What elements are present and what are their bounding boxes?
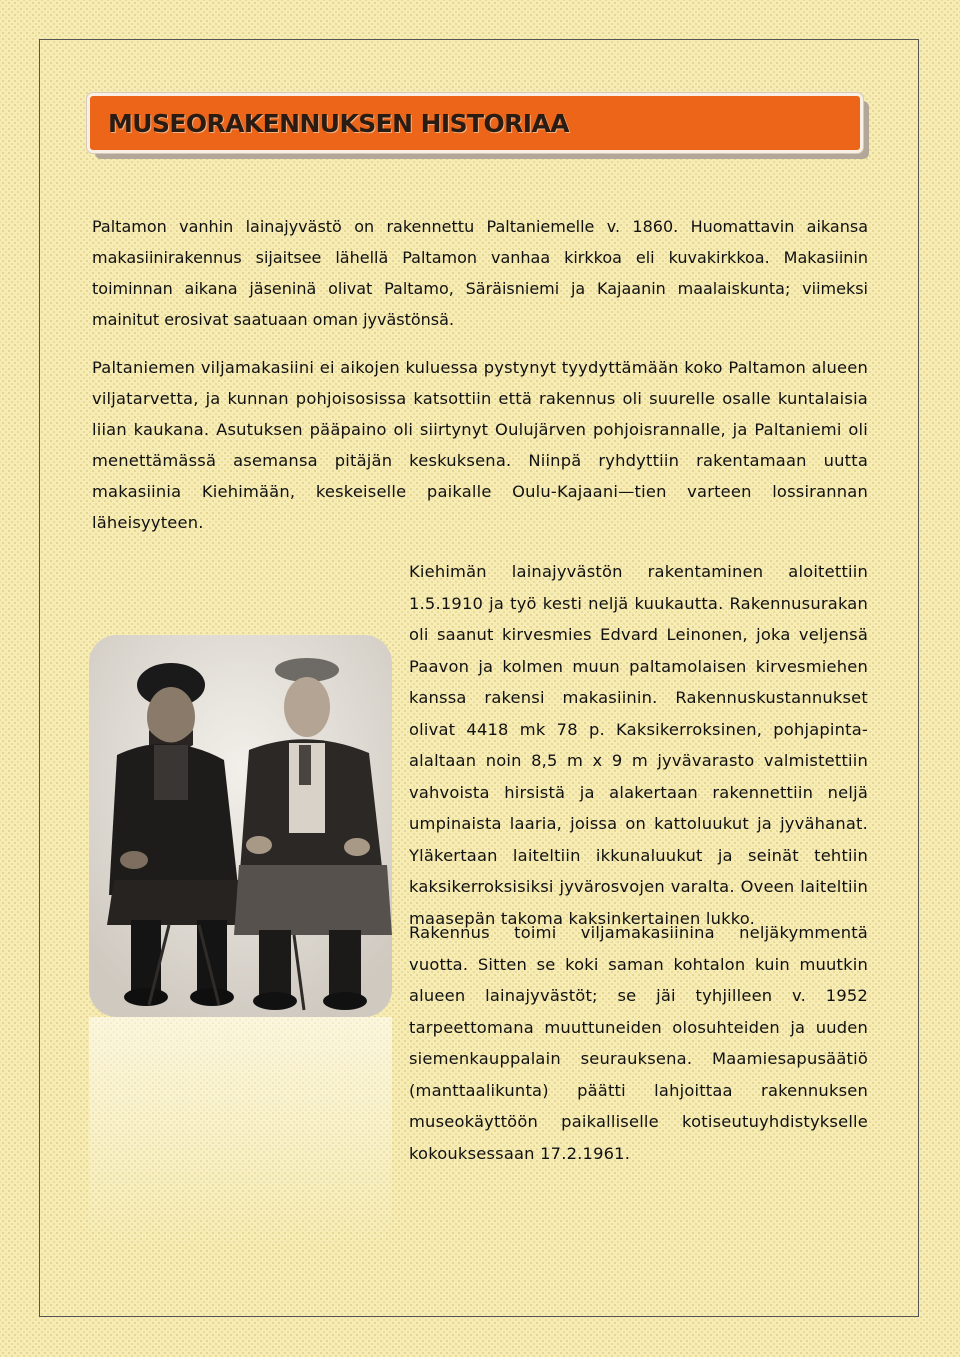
photo-reflection — [89, 1017, 392, 1247]
paragraph-paltaniemi: Paltaniemen viljamakasiini ei aikojen kuluessa pystynyt tyydyttämään koko Paltamon alueen viljatarvetta, ja kunnan pohjoisosissa katsottiin että rakennus oli suurelle osalle kuntalaisia liian kaukana. Asutuksen pääpaino oli siirtynyt Oulujärven pohjoisrannalle, ja Paltaniemi oli menettämässä asemansa pitäjän keskuksena. Niinpä ryhdyttiin rakentamaan uutta makasiinia Kiehimään, keskeiselle paikalle Oulu-Kajaani—tien varteen lossirannan läheisyyteen. — [92, 358, 868, 532]
title-bar — [87, 93, 863, 153]
title-banner — [87, 93, 863, 153]
historical-photo — [89, 635, 392, 1017]
photo-two-men — [89, 635, 392, 1017]
paragraph-construction: Kiehimän lainajyvästön rakentaminen aloitettiin 1.5.1910 ja työ kesti neljä kuukautta. Rakennusurakan oli saanut kirvesmies Edvard Leinonen, joka veljensä Paavon ja kolmen muun paltamolaisen kirvesmiehen kanssa rakensi makasiinin. Rakennuskustannukset olivat 4418 mk 78 p. Kaksikerroksinen, pohjapinta-alaltaan noin 8,5 m x 9 m jyvävarasto valmistettiin vahvoista hirsistä ja alakertaan rakennettiin neljä umpinaista laaria, joissa on kattoluukut ja jyvähanat. Yläkertaan laiteltiin ikkunaluukut ja seinät tehtiin kaksikerroksisiksi jyvärosvojen varalta. Oveen laiteltiin maasepän takoma kaksinkertainen lukko. — [409, 562, 868, 928]
paragraph-intro: Paltamon vanhin lainajyvästö on rakennettu Paltaniemelle v. 1860. Huomattavin aikansa makasiinirakennus sijaitsee lähellä Paltamon vanhaa kirkkoa eli kuvakirkkoa. Makasiinin toiminnan aikana jäseninä olivat Paltamo, Säräisniemi ja Kajaanin maalaiskunta; viimeksi mainitut erosivat saatuaan oman jyvästönsä. — [92, 217, 868, 329]
page-title: MUSEORAKENNUKSEN HISTORIAA — [108, 108, 569, 138]
paragraph-museum: Rakennus toimi viljamakasiinina neljäkymmentä vuotta. Sitten se koki saman kohtalon kuin muutkin alueen lainajyvästöt; se jäi tyhjilleen v. 1952 tarpeettomana muuttuneiden olosuhteiden ja uuden siemenkauppalain seurauksena. Maamiesapusäätiö (manttaalikunta) päätti lahjoittaa rakennuksen museokäyttöön paikalliselle kotiseutuyhdistykselle kokouksessaan 17.2.1961. — [409, 923, 868, 1163]
